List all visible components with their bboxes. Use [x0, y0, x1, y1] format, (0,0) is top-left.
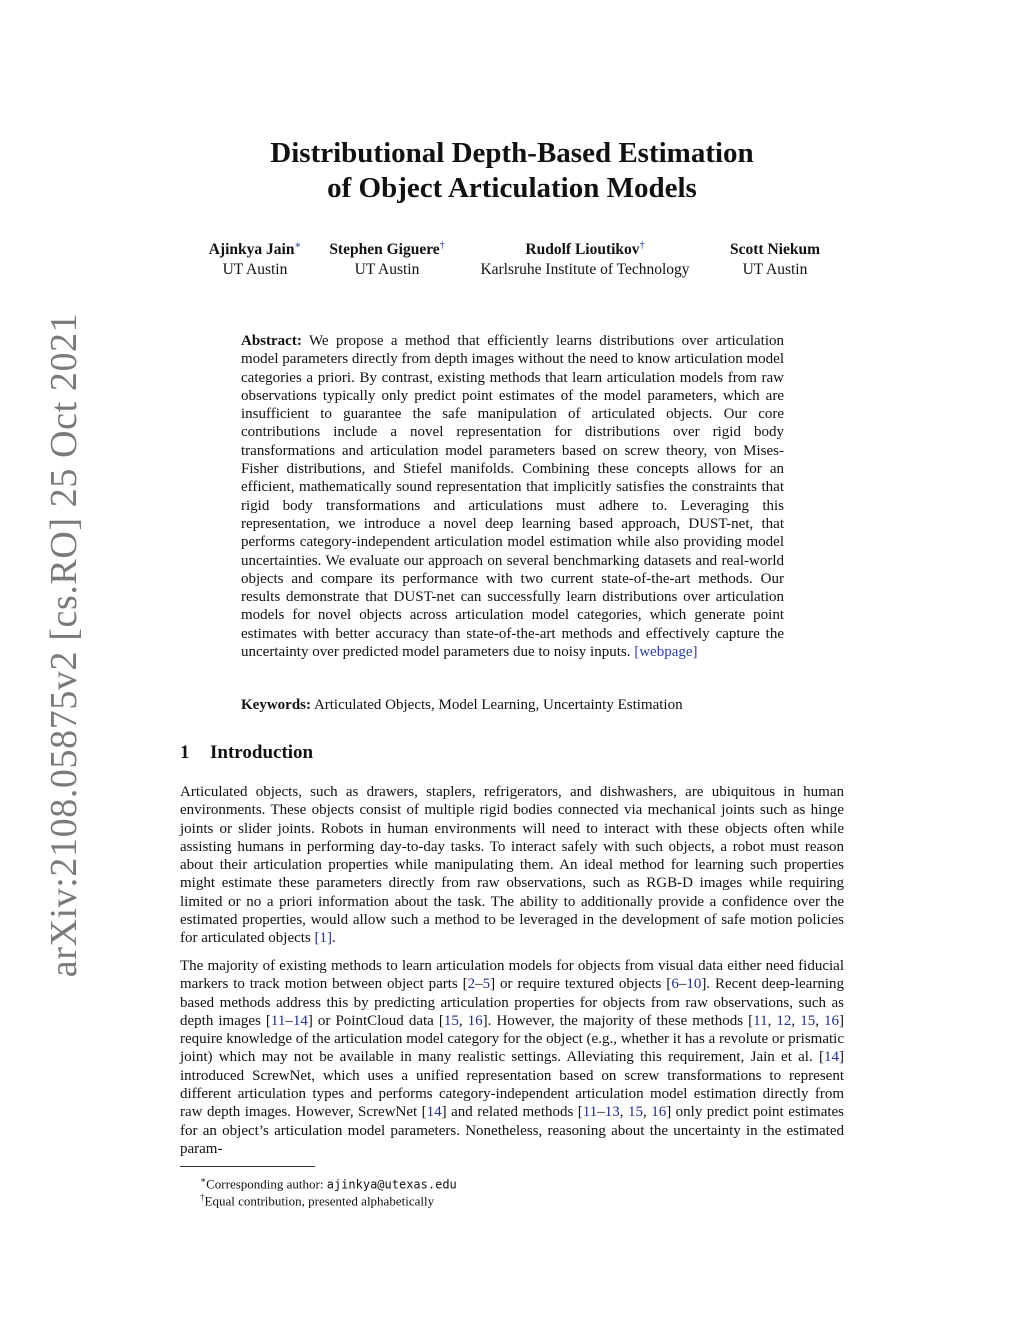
webpage-link[interactable]: [webpage]	[634, 644, 698, 661]
section-title: Introduction	[210, 742, 314, 763]
author-mark: †	[439, 240, 445, 251]
author-mark: †	[639, 240, 645, 251]
keywords	[241, 697, 801, 714]
citation-link[interactable]: 15	[800, 1012, 816, 1029]
author-name: Scott Niekum	[730, 241, 820, 259]
author-block-3	[480, 236, 689, 280]
author-block-2	[329, 236, 444, 280]
citation-link[interactable]: 13	[604, 1104, 620, 1121]
author-name: Stephen Giguere	[329, 241, 440, 259]
author-email[interactable]: ajinkya@utexas.edu	[326, 1177, 457, 1192]
citation-link[interactable]: 2	[467, 976, 476, 993]
author-mark: ∗	[294, 240, 302, 251]
section-number: 1	[180, 742, 190, 763]
arxiv-identifier: arXiv:2108.05875v2 [cs.RO] 25 Oct 2021	[43, 312, 85, 978]
citation-link[interactable]: 15	[443, 1012, 459, 1029]
citation-link[interactable]: 14	[292, 1012, 308, 1029]
paper-title	[0, 136, 1024, 206]
abstract-label: Abstract:	[241, 333, 302, 349]
intro-paragraph-2: The majority of existing methods to learn articulation models for objects from visual data either need fiducial markers to track motion between object parts [2–5] or require textured objects [6–10]. Recent deep-learning based methods address this by predicting articulation properties for objects from raw observations, such as depth images [11–14] or PointCloud data [15, 16]. However, the majority of these methods [11, 12, 15, 16] require knowledge of the articulation model category for the object (e.g., whether it has a revolute or prismatic joint) which may not be available in many realistic settings. Alleviating this requirement, Jain et al. [14] introduced ScrewNet, which uses a unified representation based on screw transformations to represent different articulation types and performs category-independent articulation model estimation directly from raw depth images. However, ScrewNet [14] and related methods [11–13, 15, 16] only predict point estimates for an object’s articulation model parameters. Nonetheless, reasoning about the uncertainty in the estimated param-	[180, 958, 845, 1157]
citation-link[interactable]: 10	[686, 976, 702, 993]
citation-link[interactable]: 16	[651, 1104, 667, 1121]
keywords-text: Articulated Objects, Model Learning, Uncertainty Estimation	[313, 697, 683, 713]
citation-link[interactable]: 14	[824, 1049, 839, 1066]
author-name: Rudolf Lioutikov	[525, 241, 640, 259]
citation-link[interactable]: 14	[426, 1104, 442, 1121]
keywords-label: Keywords:	[241, 697, 311, 713]
citation-link[interactable]: 16	[824, 1012, 839, 1029]
title-line-1: Distributional Depth-Based Estimation	[270, 137, 754, 169]
citation-link[interactable]: [1]	[314, 930, 333, 947]
citation-link[interactable]: 12	[776, 1012, 792, 1029]
citation-link[interactable]: 11	[753, 1012, 768, 1029]
title-line-2: of Object Articulation Models	[327, 172, 697, 204]
abstract	[241, 332, 784, 661]
author-block-4	[730, 236, 820, 280]
author-name: Ajinkya Jain	[208, 241, 295, 259]
author-affiliation: UT Austin	[742, 261, 808, 279]
author-block-1	[209, 236, 302, 280]
citation-link[interactable]: 5	[482, 976, 491, 993]
footnote-equal-contribution: †Equal contribution, presented alphabetically	[200, 1192, 435, 1209]
section-heading	[180, 742, 313, 764]
citation-link[interactable]: 15	[627, 1104, 643, 1121]
footnote-corresponding-author: ∗Corresponding author: ajinkya@utexas.edu	[200, 1175, 457, 1192]
intro-paragraph-1: Articulated objects, such as drawers, staplers, refrigerators, and dishwashers, are ubiquitous in human environments. These objects consist of multiple rigid bodies connected via mechanical joints such as hinge joints or slider joints. Robots in human environments will need to interact with these objects often while assisting humans in performing day-to-day tasks. To interact safely with such objects, a robot must reason about their articulation properties while manipulating them. An ideal method for learning such properties might estimate these parameters directly from raw observations, such as RGB-D images while requiring limited or no a priori information about the task. The ability to additionally provide a confidence over the estimated properties, would allow such a method to be leveraged in the development of safe motion policies for articulated objects [1].	[180, 784, 844, 947]
citation-link[interactable]: 16	[467, 1012, 483, 1029]
citation-link[interactable]: 11	[582, 1104, 598, 1121]
footnote-rule	[180, 1166, 315, 1167]
citation-link[interactable]: 6	[671, 976, 679, 993]
author-affiliation: Karlsruhe Institute of Technology	[480, 261, 690, 279]
citation-link[interactable]: 11	[270, 1012, 286, 1029]
author-affiliation: UT Austin	[222, 261, 288, 279]
abstract-text: We propose a method that efficiently learns distributions over articulation model parameters directly from depth images without the need to know articulation model categories a priori. By contrast, existing methods that learn articulation models from raw observations typically only predict point estimates of the model parameters, which are insufficient to guarantee the safe manipulation of articulated objects. Our core contributions include a novel representation for distributions over rigid body transformations and articulation model parameters based on screw theory, von Mises-Fisher distributions, and Stiefel manifolds. Combining these concepts allows for an efficient, mathematically sound representation that implicitly satisfies the constraints that rigid body transformations and articulations must adhere to. Leveraging this representation, we introduce a novel deep learning based approach, DUST-net, that performs category-independent articulation model estimation while also providing model uncertainties. We evaluate our approach on several benchmarking datasets and real-world objects and compare its performance with two current state-of-the-art methods. Our results demonstrate that DUST-net can successfully learn distributions over articulation models for novel objects across articulation model categories, which generate point estimates with better accuracy than state-of-the-art methods and effectively capture the uncertainty over predicted model parameters due to noisy inputs.	[241, 333, 784, 661]
author-affiliation: UT Austin	[354, 261, 420, 279]
